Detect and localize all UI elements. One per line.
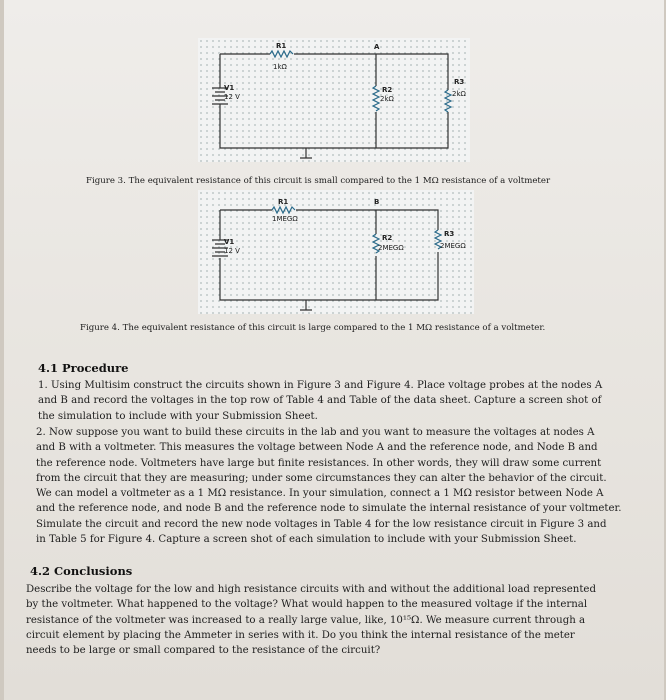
fig4-v1-value: 12 V xyxy=(224,247,240,255)
text-line: the simulation to include with your Submission Sheet. xyxy=(38,410,318,422)
text-line: and the reference node, and node B and the reference node to simulate the internal resistance of your voltmeter. xyxy=(36,503,622,515)
document-page xyxy=(4,0,664,700)
fig4-r1-name: R1 xyxy=(278,198,289,206)
text-line: by the voltmeter. What happened to the voltage? What would happen to the measured voltage if the internal xyxy=(26,599,588,611)
fig3-v1-value: 12 V xyxy=(224,93,240,101)
figure3-circuit xyxy=(198,38,470,162)
text-line: from the circuit that they are measuring; under some circumstances they can alter the behavior of the circuit. xyxy=(36,472,607,484)
fig3-r3-name: R3 xyxy=(454,78,465,86)
figure4-schematic xyxy=(198,190,474,314)
text-line: Simulate the circuit and record the new node voltages in Table 4 for the low resistance circuit in Figure 3 and xyxy=(36,518,607,530)
fig4-r2-value: 2MEGΩ xyxy=(378,244,404,252)
fig3-r3-value: 2kΩ xyxy=(452,90,466,98)
text-line: and B with a voltmeter. This measures the voltage between Node A and the reference node, and Node B and xyxy=(36,442,598,454)
figure3-schematic xyxy=(198,38,470,162)
fig3-r2-name: R2 xyxy=(382,86,393,94)
text-line: resistance of the voltmeter was increased to a really large value, like, 10¹⁵Ω. We measure current through a xyxy=(26,614,586,626)
fig3-node-label: A xyxy=(374,43,380,51)
text-line: the reference node. Voltmeters have large but finite resistances. In other words, they will draw some current xyxy=(36,457,602,469)
fig4-r3-name: R3 xyxy=(444,230,455,238)
text-line: and B and record the voltages in the top row of Table 4 and Table of the data sheet. Capture a screen shot of xyxy=(38,395,602,407)
procedure-item-2 xyxy=(36,425,622,547)
procedure-heading: 4.1 Procedure xyxy=(38,361,129,375)
conclusions-heading: 4.2 Conclusions xyxy=(30,564,133,578)
conclusions-paragraph xyxy=(26,582,596,658)
figure4-caption: Figure 4. The equivalent resistance of this circuit is large compared to the 1 MΩ resistance of a voltmeter. xyxy=(80,323,546,333)
fig3-r2-value: 2kΩ xyxy=(380,95,394,103)
fig4-r3-value: 2MEGΩ xyxy=(440,242,466,250)
figure3-caption: Figure 3. The equivalent resistance of this circuit is small compared to the 1 MΩ resistance of a voltmeter xyxy=(86,176,551,186)
text-line: in Table 5 for Figure 4. Capture a screen shot of each simulation to include with your Submission Sheet. xyxy=(36,534,577,546)
text-line: 1. Using Multisim construct the circuits shown in Figure 3 and Figure 4. Place voltage probes at the nodes A xyxy=(38,380,603,391)
fig4-node-label: B xyxy=(374,198,380,206)
fig4-r2-name: R2 xyxy=(382,234,393,242)
fig3-v1-name: V1 xyxy=(224,84,235,92)
fig3-r1-name: R1 xyxy=(276,42,287,50)
text-line: Describe the voltage for the low and high resistance circuits with and without the additional load represented xyxy=(26,584,596,595)
procedure-item-1 xyxy=(38,378,602,424)
fig3-r1-value: 1kΩ xyxy=(273,63,287,71)
text-line: 2. Now suppose you want to build these circuits in the lab and you want to measure the voltages at nodes A xyxy=(36,427,595,438)
fig4-r1-value: 1MEGΩ xyxy=(272,215,298,223)
figure4-circuit xyxy=(198,190,474,314)
text-line: circuit element by placing the Ammeter in series with it. Do you think the internal resistance of the meter xyxy=(26,629,575,641)
fig4-v1-name: V1 xyxy=(224,238,235,246)
text-line: We can model a voltmeter as a 1 MΩ resistance. In your simulation, connect a 1 MΩ resistor between Node A xyxy=(36,488,604,500)
text-line: needs to be large or small compared to the resistance of the circuit? xyxy=(26,645,381,657)
